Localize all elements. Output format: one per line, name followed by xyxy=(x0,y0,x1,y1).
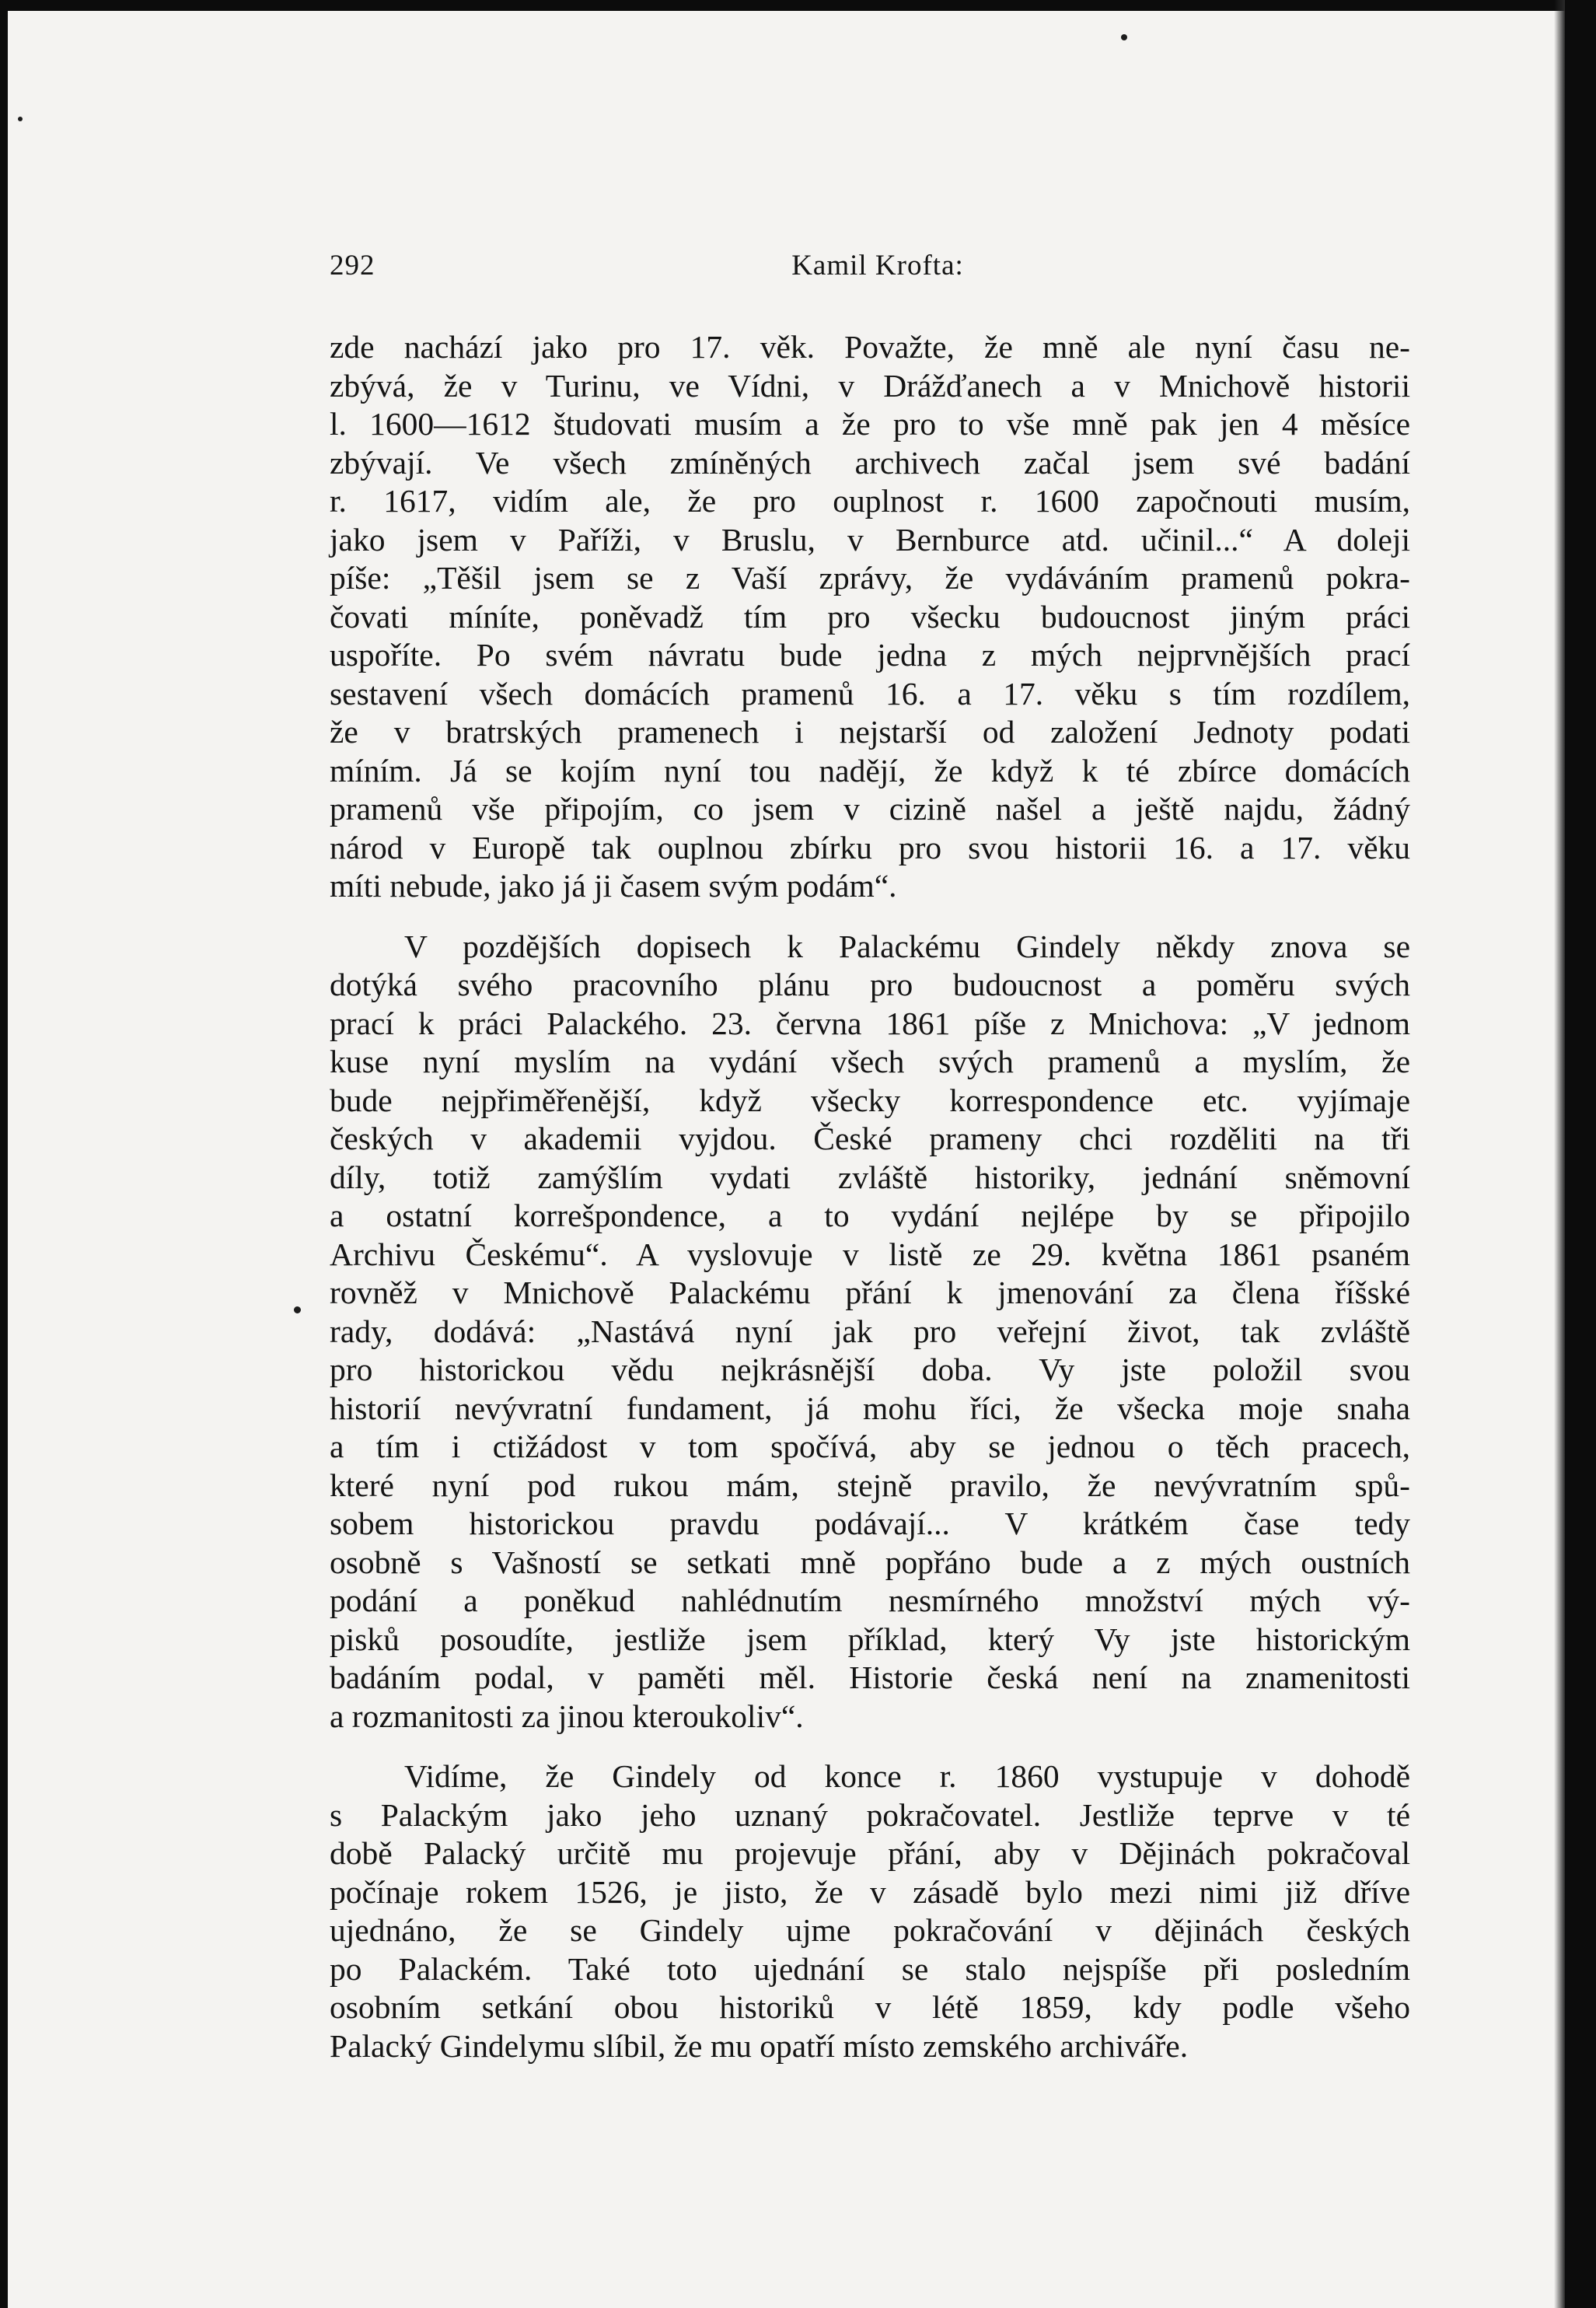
text-line: které nyní pod rukou mám, stejně pravilo, že nevývratním spů- xyxy=(330,1467,1410,1503)
scan-speck xyxy=(18,117,23,121)
text-line: po Palackém. Také toto ujednání se stalo nejspíše při posledním xyxy=(330,1950,1410,1987)
text-line: osobně s Vašností se setkati mně popřáno bude a z mých oustních xyxy=(330,1544,1410,1580)
text-line: bude nejpřiměřenější, když všecky korrespondence etc. vyjímaje xyxy=(330,1082,1410,1118)
text-line: píše: „Těšil jsem se z Vaší zprávy, že vydáváním pramenů pokra- xyxy=(330,560,1410,596)
text-line: díly, totiž zamýšlím vydati zvláště historiky, jednání sněmovní xyxy=(330,1159,1410,1195)
scan-speck xyxy=(294,1306,301,1313)
text-line: badáním podal, v paměti měl. Historie česká není na znamenitosti xyxy=(330,1659,1410,1695)
text-line: l. 1600—1612 študovati musím a že pro to vše mně pak jen 4 měsíce xyxy=(330,406,1410,442)
text-line: zbývají. Ve všech zmíněných archivech začal jsem své badání xyxy=(330,444,1410,481)
text-line: Archivu Českému“. A vyslovuje v listě ze 29. května 1861 psaném xyxy=(330,1236,1410,1272)
text-line: pro historickou vědu nejkrásnější doba. Vy jste položil svou xyxy=(330,1352,1410,1387)
scan-speck xyxy=(1121,34,1127,40)
text-line: ujednáno, že se Gindely ujme pokračování v dějinách českých xyxy=(330,1912,1410,1948)
page-header xyxy=(330,249,1426,295)
text-line: sestavení všech domácích pramenů 16. a 17. věku s tím rozdílem, xyxy=(330,675,1410,712)
text-line: historií nevývratní fundament, já mohu říci, že všecka moje snaha xyxy=(330,1390,1410,1426)
text-line: s Palackým jako jeho uznaný pokračovatel. Jestliže teprve v té xyxy=(330,1796,1410,1833)
text-line: rady, dodává: „Nastává nyní jak pro veřejní život, tak zvláště xyxy=(330,1313,1410,1349)
text-line: Vidíme, že Gindely od konce r. 1860 vystupuje v dohodě xyxy=(404,1758,1410,1794)
text-line: a ostatní korrešpondence, a to vydání nejlépe by se připojilo xyxy=(330,1198,1410,1233)
page-number: 292 xyxy=(330,250,375,282)
text-line: jako jsem v Paříži, v Bruslu, v Bernburce atd. učinil...“ A doleji xyxy=(330,521,1410,558)
text-line: počínaje rokem 1526, je jisto, že v zásadě bylo mezi nimi již dříve xyxy=(330,1873,1410,1910)
text-line: V pozdějších dopisech k Palackému Gindely někdy znova se xyxy=(404,928,1410,964)
text-line: čovati míníte, poněvadž tím pro všecku budoucnost jiným práci xyxy=(330,598,1410,635)
text-line: prací k práci Palackého. 23. června 1861 píše z Mnichova: „V jednom xyxy=(330,1005,1410,1041)
text-line: dotýká svého pracovního plánu pro budoucnost a poměru svých xyxy=(330,967,1410,1002)
paragraph-2 xyxy=(330,928,1410,1736)
text-line: sobem historickou pravdu podávají... V krátkém čase tedy xyxy=(330,1505,1410,1541)
text-line: a tím i ctižádost v tom spočívá, aby se jednou o těch pracech, xyxy=(330,1429,1410,1464)
paragraph-3 xyxy=(330,1757,1410,2065)
text-line: podání a poněkud nahlédnutím nesmírného množství mých vý- xyxy=(330,1582,1410,1618)
text-line: že v bratrských pramenech i nejstarší od založení Jednoty podati xyxy=(330,714,1410,750)
running-head: Kamil Krofta: xyxy=(791,250,964,282)
text-line: zbývá, že v Turinu, ve Vídni, v Drážďanech a v Mnichově historii xyxy=(330,367,1410,404)
text-line: pramenů vše připojím, co jsem v cizině našel a ještě najdu, žádný xyxy=(330,791,1410,827)
body-text xyxy=(330,328,1410,2065)
paragraph-1 xyxy=(330,328,1410,906)
text-line: době Palacký určitě mu projevuje přání, aby v Dějinách pokračoval xyxy=(330,1835,1410,1871)
text-line: míti nebude, jako já ji časem svým podám“. xyxy=(330,868,897,904)
binding-shadow xyxy=(1554,0,1565,2308)
text-line: českých v akademii vyjdou. České prameny chci rozděliti na tři xyxy=(330,1121,1410,1156)
text-line: míním. Já se kojím nyní tou nadějí, že když k té zbírce domácích xyxy=(330,752,1410,789)
text-line: r. 1617, vidím ale, že pro ouplnost r. 1600 započnouti musím, xyxy=(330,483,1410,519)
text-line: zde nachází jako pro 17. věk. Považte, že mně ale nyní času ne- xyxy=(330,329,1410,365)
text-line: pisků posoudíte, jestliže jsem příklad, který Vy jste historickým xyxy=(330,1621,1410,1657)
text-line: osobním setkání obou historiků v létě 1859, kdy podle všeho xyxy=(330,1989,1410,2025)
text-line: a rozmanitosti za jinou kteroukoliv“. xyxy=(330,1698,804,1734)
text-line: kuse nyní myslím na vydání všech svých pramenů a myslím, že xyxy=(330,1044,1410,1079)
text-line: národ v Europě tak ouplnou zbírku pro svou historii 16. a 17. věku xyxy=(330,829,1410,866)
text-line: rovněž v Mnichově Palackému přání k jmenování za člena říšské xyxy=(330,1275,1410,1310)
text-line: uspoříte. Po svém návratu bude jedna z mých nejprvnějších prací xyxy=(330,637,1410,673)
text-line: Palacký Gindelymu slíbil, že mu opatří místo zemského archiváře. xyxy=(330,2027,1189,2064)
